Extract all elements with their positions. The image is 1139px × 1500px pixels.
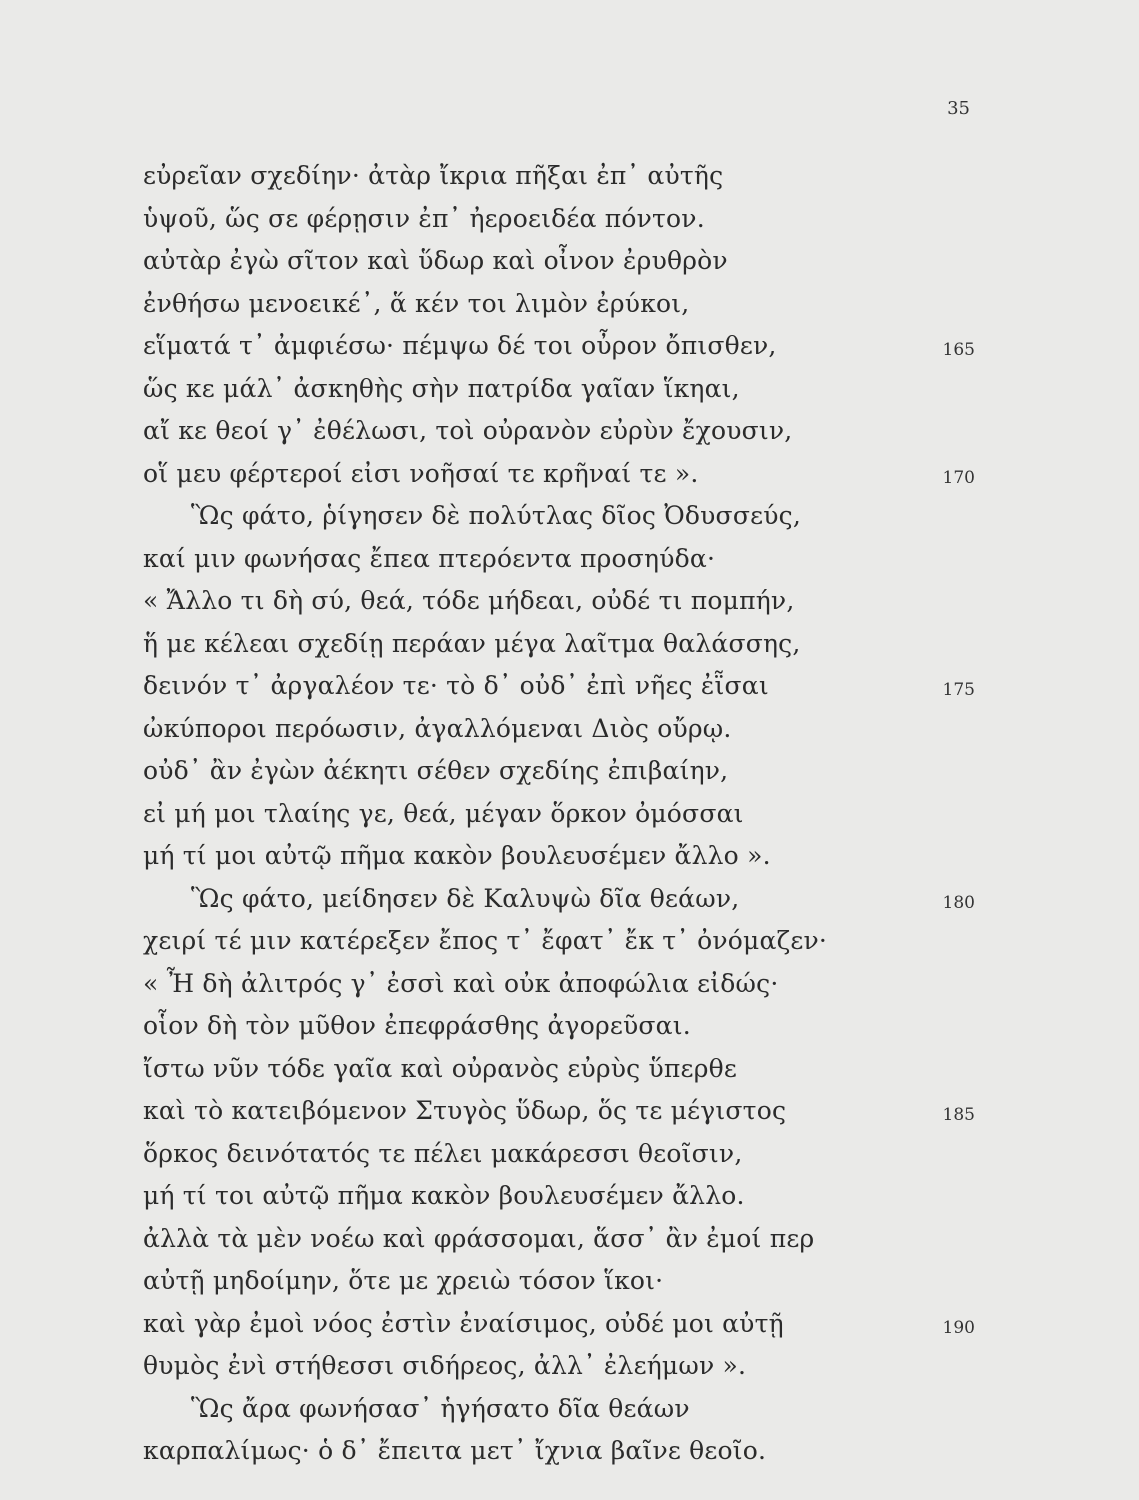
verse-text: χειρί τέ μιν κατέρεξεν ἔπος τ᾽ ἔφατ᾽ ἔκ τ᾽ ὀνόμαζεν· xyxy=(143,926,828,955)
verse-text: αἴ κε θεοί γ᾽ ἐθέλωσι, τοὶ οὐρανὸν εὐρὺν ἔχουσιν, xyxy=(143,416,793,445)
verse-text: καρπαλίμως· ὁ δ᾽ ἔπειτα μετ᾽ ἴχνια βαῖνε θεοῖο. xyxy=(143,1436,767,1465)
verse-line xyxy=(143,1430,973,1473)
verse-line xyxy=(143,623,973,666)
verse-line xyxy=(143,1303,973,1346)
verse-line xyxy=(143,1048,973,1091)
verse-text: μή τί μοι αὐτῷ πῆμα κακὸν βουλευσέμεν ἄλλο ». xyxy=(143,841,771,870)
verse-line xyxy=(143,1005,973,1048)
verse-line xyxy=(143,410,973,453)
page-number: 35 xyxy=(947,98,970,119)
verse-text: καὶ τὸ κατειβόμενον Στυγὸς ὕδωρ, ὅς τε μέγιστος xyxy=(143,1096,787,1125)
verse-line xyxy=(143,240,973,283)
verse-line xyxy=(143,793,973,836)
verse-text: ἴστω νῦν τόδε γαῖα καὶ οὐρανὸς εὐρὺς ὕπερθε xyxy=(143,1053,738,1083)
verse-line xyxy=(143,368,973,411)
verse-text: ὑψοῦ, ὥς σε φέρῃσιν ἐπ᾽ ἠεροειδέα πόντον. xyxy=(143,203,705,233)
verse-text: καί μιν φωνήσας ἔπεα πτερόεντα προσηύδα· xyxy=(143,543,716,573)
verse-line xyxy=(143,878,973,921)
verse-text: καὶ γὰρ ἐμοὶ νόος ἐστὶν ἐναίσιμος, οὐδέ μοι αὐτῇ xyxy=(143,1308,784,1338)
line-number: 180 xyxy=(942,892,975,913)
verse-text: Ὣς φάτο, ῥίγησεν δὲ πολύτλας δῖος Ὀδυσσεύς, xyxy=(191,501,801,530)
verse-line xyxy=(143,1090,973,1133)
verse-line xyxy=(143,1388,973,1431)
verse-text: ὠκύποροι περόωσιν, ἀγαλλόμεναι Διὸς οὔρῳ. xyxy=(143,713,732,743)
verse-text: εὐρεῖαν σχεδίην· ἀτὰρ ἴκρια πῆξαι ἐπ᾽ αὐτῆς xyxy=(143,161,724,190)
verse-line xyxy=(143,1133,973,1176)
verse-line xyxy=(143,283,973,326)
verse-line xyxy=(143,920,973,963)
verse-line xyxy=(143,835,973,878)
verse-text: οὐδ᾽ ἂν ἐγὼν ἀέκητι σέθεν σχεδίης ἐπιβαίην, xyxy=(143,756,729,785)
verse-line xyxy=(143,1175,973,1218)
verse-line xyxy=(143,1260,973,1303)
verse-text: θυμὸς ἐνὶ στήθεσσι σιδήρεος, ἀλλ᾽ ἐλεήμων ». xyxy=(143,1351,747,1380)
verse-line xyxy=(143,580,973,623)
verse-text: ἥ με κέλεαι σχεδίῃ περάαν μέγα λαῖτμα θαλάσσης, xyxy=(143,628,801,658)
verse-line xyxy=(143,665,973,708)
verse-line xyxy=(143,1218,973,1261)
verse-text: « Ἄλλο τι δὴ σύ, θεά, τόδε μήδεαι, οὐδέ τι πομπήν, xyxy=(143,586,795,615)
verse-line xyxy=(143,325,973,368)
verse-text: Ὣς φάτο, μείδησεν δὲ Καλυψὼ δῖα θεάων, xyxy=(191,883,740,913)
verse-line xyxy=(143,708,973,751)
verse-text: αὐτῇ μηδοίμην, ὅτε με χρειὼ τόσον ἵκοι· xyxy=(143,1266,664,1295)
verse-line xyxy=(143,1345,973,1388)
verse-line xyxy=(143,453,973,496)
verse-block xyxy=(143,155,973,1473)
verse-text: μή τί τοι αὐτῷ πῆμα κακὸν βουλευσέμεν ἄλλο. xyxy=(143,1181,745,1210)
verse-text: εἰ μή μοι τλαίης γε, θεά, μέγαν ὅρκον ὀμόσσαι xyxy=(143,798,744,828)
verse-text: δεινόν τ᾽ ἀργαλέον τε· τὸ δ᾽ οὐδ᾽ ἐπὶ νῆες ἐῗσαι xyxy=(143,671,769,700)
verse-line xyxy=(143,198,973,241)
verse-text: ὥς κε μάλ᾽ ἀσκηθὴς σὴν πατρίδα γαῖαν ἵκηαι, xyxy=(143,373,740,403)
verse-text: ὅρκος δεινότατός τε πέλει μακάρεσσι θεοῖσιν, xyxy=(143,1138,743,1168)
verse-line xyxy=(143,963,973,1006)
verse-text: ἀλλὰ τὰ μὲν νοέω καὶ φράσσομαι, ἅσσ᾽ ἂν ἐμοί περ xyxy=(143,1223,815,1253)
verse-text: οἵ μευ φέρτεροί εἰσι νοῆσαί τε κρῆναί τε ». xyxy=(143,458,699,488)
verse-line xyxy=(143,155,973,198)
verse-text: Ὣς ἄρα φωνήσασ᾽ ἡγήσατο δῖα θεάων xyxy=(191,1393,690,1423)
verse-text: αὐτὰρ ἐγὼ σῖτον καὶ ὕδωρ καὶ οἶνον ἐρυθρὸν xyxy=(143,246,728,275)
verse-text: εἵματά τ᾽ ἀμφιέσω· πέμψω δέ τοι οὖρον ὄπισθεν, xyxy=(143,331,777,360)
line-number: 175 xyxy=(942,680,975,700)
line-number: 190 xyxy=(942,1317,975,1338)
verse-line xyxy=(143,750,973,793)
verse-line xyxy=(143,538,973,581)
verse-text: ἐνθήσω μενοεικέ᾽, ἅ κέν τοι λιμὸν ἐρύκοι, xyxy=(143,288,690,318)
verse-text: « Ἦ δὴ ἀλιτρός γ᾽ ἐσσὶ καὶ οὐκ ἀποφώλια εἰδώς· xyxy=(143,968,779,998)
line-number: 165 xyxy=(942,340,975,360)
verse-text: οἷον δὴ τὸν μῦθον ἐπεφράσθης ἀγορεῦσαι. xyxy=(143,1011,691,1040)
line-number: 185 xyxy=(942,1105,975,1125)
verse-line xyxy=(143,495,973,538)
line-number: 170 xyxy=(942,467,975,488)
